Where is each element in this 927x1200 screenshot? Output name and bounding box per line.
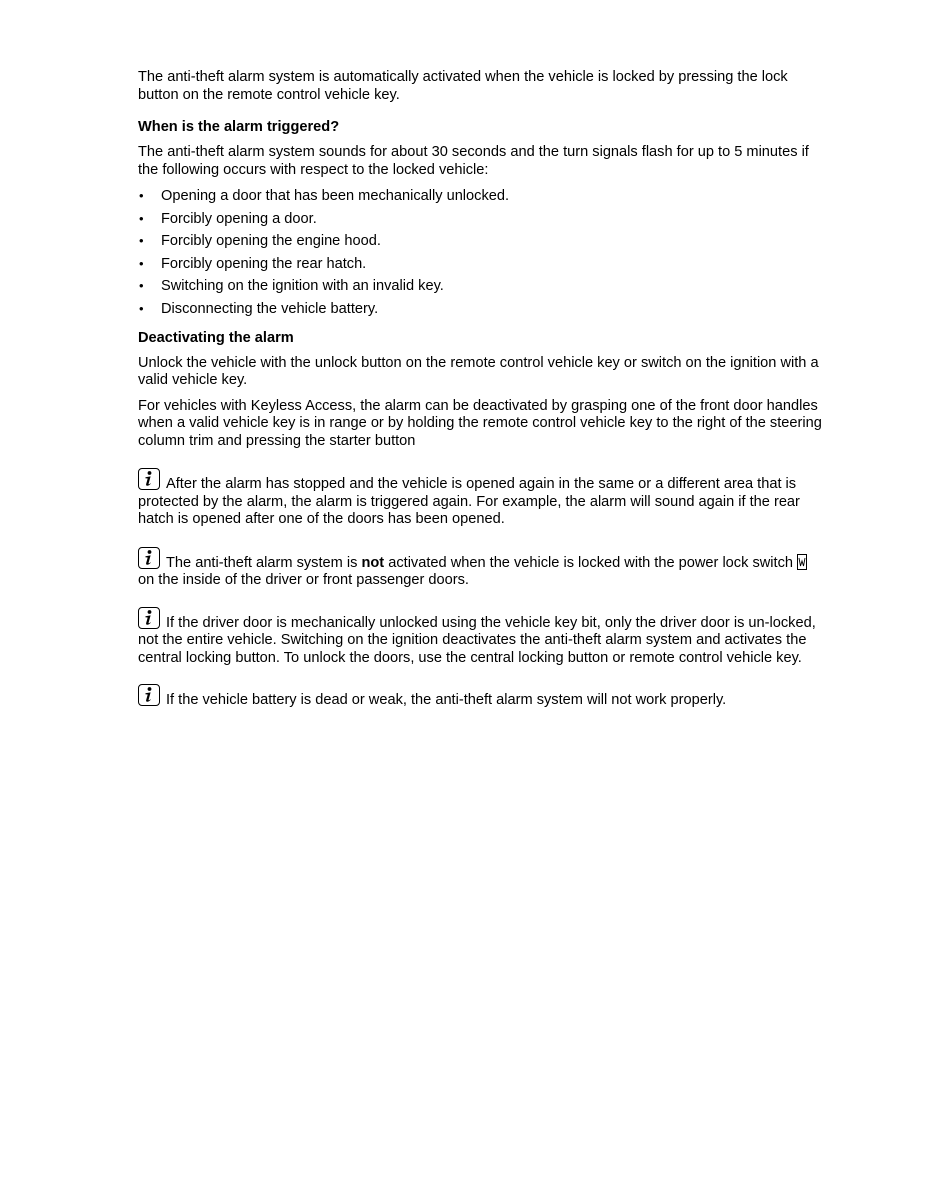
list-item: [138, 253, 828, 276]
info-icon: [138, 607, 160, 629]
note-mechanical-unlock: [138, 615, 828, 668]
trigger-conditions-list: [138, 185, 828, 321]
bullet-icon: •: [139, 188, 144, 203]
note-text: If the driver door is mechanically unlocked using the vehicle key bit, only the driver door is un-locked, not the entire vehicle. Switching on the ignition deactivates the anti-theft alarm system and activates the central locking button. To unlock the doors, use the central locking button or remote control vehicle key.: [138, 614, 816, 666]
list-item-text: Forcibly opening the engine hood.: [161, 233, 381, 250]
note-text-before: The anti-theft alarm system is: [166, 554, 362, 571]
list-item: [138, 275, 828, 298]
note-text-after: on the inside of the driver or front passenger doors.: [138, 572, 469, 589]
alarm-triggered-paragraph: The anti-theft alarm system sounds for about 30 seconds and the turn signals flash for up to 5 minutes if the following occurs with respect to the locked vehicle:: [138, 144, 809, 178]
list-item: [138, 298, 828, 321]
note-text-middle: activated when the vehicle is locked with the power lock switch: [384, 554, 798, 571]
bullet-icon: •: [139, 210, 144, 226]
info-icon: [138, 684, 160, 706]
note-power-lock-switch: [138, 554, 828, 590]
note-text: After the alarm has stopped and the vehicle is opened again in the same or a different area that is protected by the alarm, the alarm is triggered again. For example, the alarm will sound again if the rear hatch is opened after one of the doors has been opened.: [138, 476, 800, 528]
list-item-text: Opening a door that has been mechanically unlocked.: [161, 188, 510, 204]
note-text: If the vehicle battery is dead or weak, the anti-theft alarm system will not work properly.: [166, 692, 727, 709]
intro-paragraph: The anti-theft alarm system is automatically activated when the vehicle is locked by pressing the lock button on the remote control vehicle key.: [138, 69, 788, 103]
deactivating-paragraph-2: For vehicles with Keyless Access, the alarm can be deactivated by grasping one of the front door handles when a valid vehicle key is in range or by holding the remote control vehicle key to the right of the steering column trim and pressing the starter button: [138, 397, 822, 449]
list-item: [138, 230, 828, 253]
note-alarm-retriggered: [138, 476, 828, 529]
note-weak-battery: [138, 692, 828, 710]
list-item: [138, 185, 828, 208]
heading-deactivating-alarm: Deactivating the alarm: [138, 329, 294, 346]
bullet-icon: •: [139, 278, 144, 294]
heading-alarm-triggered: When is the alarm triggered?: [138, 119, 340, 135]
list-item-text: Switching on the ignition with an invalid key.: [161, 278, 444, 295]
note-text-bold: not: [361, 554, 385, 571]
document-page: [138, 69, 828, 710]
info-icon: [138, 468, 160, 490]
bullet-icon: •: [139, 300, 144, 316]
list-item-text: Forcibly opening the rear hatch.: [161, 255, 367, 272]
bullet-icon: •: [139, 255, 144, 271]
list-item: [138, 208, 828, 231]
bullet-icon: •: [139, 233, 144, 249]
list-item-text: Forcibly opening a door.: [161, 210, 317, 227]
power-lock-switch-icon: [797, 554, 807, 570]
list-item-text: Disconnecting the vehicle battery.: [161, 300, 379, 317]
deactivating-paragraph-1: Unlock the vehicle with the unlock button on the remote control vehicle key or switch on the ignition with a valid vehicle key.: [138, 354, 819, 389]
info-icon: [138, 547, 160, 569]
